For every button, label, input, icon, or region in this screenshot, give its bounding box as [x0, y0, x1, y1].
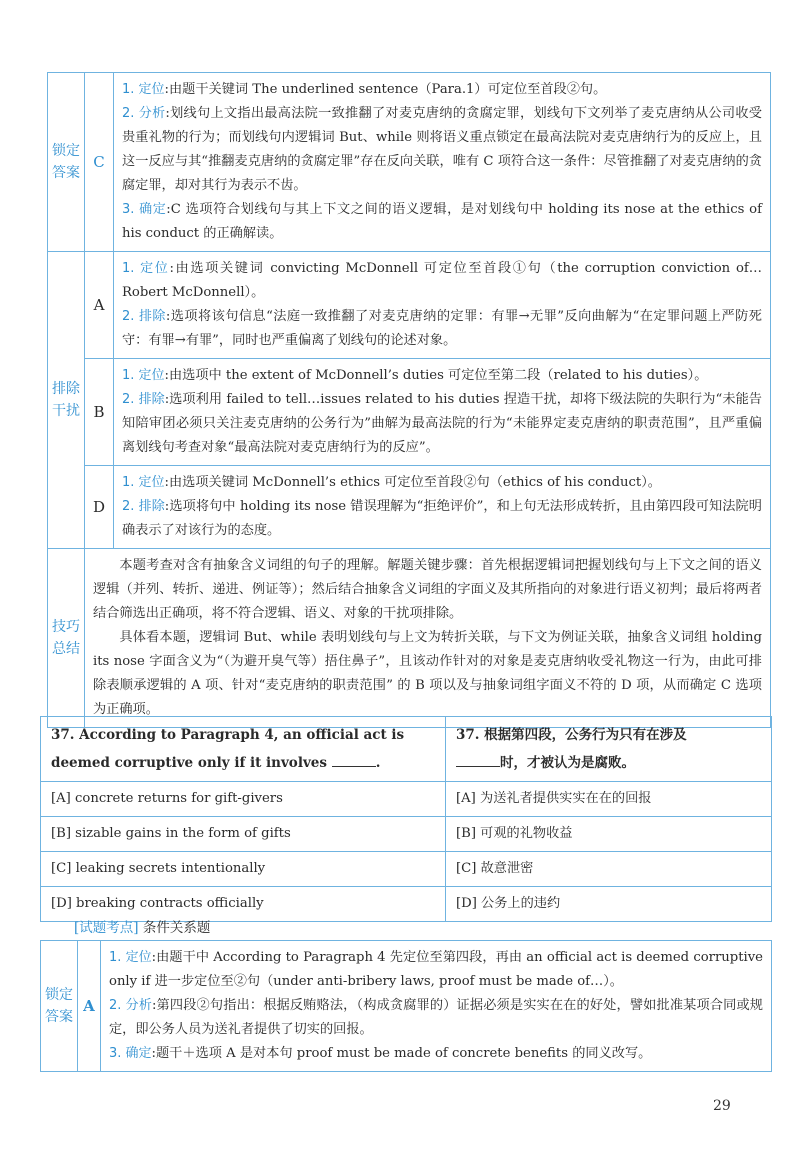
lock-answer-label: 锁定 答案: [41, 941, 78, 1072]
option-zh: [A] 为送礼者提供实实在在的回报: [446, 782, 772, 817]
option-letter: B: [85, 359, 114, 466]
option-en: [D] breaking contracts officially: [41, 887, 446, 922]
question-stem-zh: 37. 根据第四段，公务行为只有在涉及 时，才被认为是腐败。: [446, 717, 772, 782]
lock-answer-content: [114, 73, 771, 252]
answer-blank: [332, 752, 376, 767]
lock-answer-content: [101, 941, 772, 1072]
option-en: [C] leaking secrets intentionally: [41, 852, 446, 887]
step-analyze: 2. 分析:第四段②句指出：根据反贿赂法，（构成贪腐罪的）证据必须是实实在在的好处，譬如批准某项合同或规定，即公务人员为送礼者提供了切实的回报。: [109, 998, 763, 1037]
summary-content: [85, 549, 771, 728]
question-stem-row: [41, 717, 772, 782]
step-analyze: 2. 分析:划线句上文指出最高法院一致推翻了对麦克唐纳的贪腐定罪，划线句下文列举了麦克唐纳从公司收受贵重礼物的行为；而划线句内逻辑词 But、while 则将语义重点锁定在最高法院对麦克唐纳行为的反应上，且这一反应与其“推翻麦克唐纳的贪腐定罪”存在反向关联，唯有 C 项符合这一条件：尽管推翻了对麦克唐纳的贪腐定罪，却对其行为表示不齿。: [122, 106, 762, 193]
page-number: 29: [713, 1098, 731, 1114]
summary-paragraph: 本题考查对含有抽象含义词组的句子的理解。解题关键步骤：首先根据逻辑词把握划线句与上下文之间的语义逻辑（并列、转折、递进、例证等）；然后结合抽象含义词组的字面义及其所指向的对象进行语义初判；最后将两者结合筛选出正确项，将不符合逻辑、语义、对象的干扰项排除。: [93, 558, 762, 621]
summary-paragraph: 具体看本题，逻辑词 But、while 表明划线句与上文为转折关联，与下文为例证关联，抽象含义词组 holding its nose 字面含义为“（为避开臭气等）捂住鼻子”，且该动作针对的对象是麦克唐纳收受礼物这一行为，由此可排除表顺承逻辑的 A 项、针对“麦克唐纳的职责范围” 的 B 项以及与抽象词组字面义不符的 D 项，从而确定 C 选项为正确项。: [93, 630, 762, 717]
lock-answer-row: [41, 941, 772, 1072]
lock-answer-row: [48, 73, 771, 252]
exclude-distractors-label: 排除 干扰: [48, 252, 85, 549]
summary-row: [48, 549, 771, 728]
option-zh: [B] 可观的礼物收益: [446, 817, 772, 852]
exclude-row-d: [48, 466, 771, 549]
answer-letter: A: [78, 941, 101, 1072]
step-locate: 1. 定位:由题干关键词 The underlined sentence（Para.1）可定位至首段②句。: [122, 82, 607, 97]
option-letter: D: [85, 466, 114, 549]
test-point: [74, 916, 210, 936]
answer-letter: C: [85, 73, 114, 252]
answer-blank: [456, 752, 500, 767]
exclude-content-d: 1. 定位:由选项关键词 McDonnell’s ethics 可定位至首段②句（ethics of his conduct）。 2. 排除:选项将句中 holding its nose 错误理解为“拒绝评价”，和上句无法形成转折，且由第四段可知法院明确表示了对该行为的态度。: [114, 466, 771, 549]
exclude-row-b: [48, 359, 771, 466]
option-zh: [C] 故意泄密: [446, 852, 772, 887]
test-point-label: [试题考点]: [74, 920, 139, 936]
option-en: [A] concrete returns for gift-givers: [41, 782, 446, 817]
exclude-row-a: [48, 252, 771, 359]
answer-37-table: [40, 940, 772, 1072]
analysis-table: [47, 72, 771, 728]
question-stem-en: 37. According to Paragraph 4, an official act is deemed corruptive only if it involves .: [41, 717, 446, 782]
exclude-content-a: 1. 定位:由选项关键词 convicting McDonnell 可定位至首段①句（the corruption conviction of…Robert McDonnell）。 2. 排除:选项将该句信息“法庭一致推翻了对麦克唐纳的定罪：有罪→无罪”反向曲解为“在定罪问题上严防死守：有罪→有罪”，同时也严重偏离了划线句的论述对象。: [114, 252, 771, 359]
step-confirm: 3. 确定:题干＋选项 A 是对本句 proof must be made of concrete benefits 的同义改写。: [109, 1046, 652, 1061]
lock-answer-label: 锁定 答案: [48, 73, 85, 252]
option-zh: [D] 公务上的违约: [446, 887, 772, 922]
option-row-a: [41, 782, 772, 817]
technique-summary-label: 技巧 总结: [48, 549, 85, 728]
option-row-b: [41, 817, 772, 852]
test-point-value: 条件关系题: [142, 920, 211, 936]
option-row-c: [41, 852, 772, 887]
step-confirm: 3. 确定:C 选项符合划线句与其上下文之间的语义逻辑，是对划线句中 holding its nose at the ethics of his conduct 的正确解读。: [122, 202, 762, 241]
option-letter: A: [85, 252, 114, 359]
question-37-table: [40, 716, 772, 922]
exclude-content-b: 1. 定位:由选项中 the extent of McDonnell’s duties 可定位至第二段（related to his duties）。 2. 排除:选项利用 failed to tell…issues related to his duties 捏造干扰，却将下级法院的失职行为“未能告知陪审团必须只关注麦克唐纳的公务行为”曲解为最高法院的行为“未能界定麦克唐纳的职责范围”，且严重偏离划线句考查对象“最高法院对麦克唐纳行为的反应”。: [114, 359, 771, 466]
step-locate: 1. 定位:由题干中 According to Paragraph 4 先定位至第四段，再由 an official act is deemed corruptive only if 进一步定位至②句（under anti-bribery laws, proof must be made of…）。: [109, 950, 763, 989]
option-en: [B] sizable gains in the form of gifts: [41, 817, 446, 852]
